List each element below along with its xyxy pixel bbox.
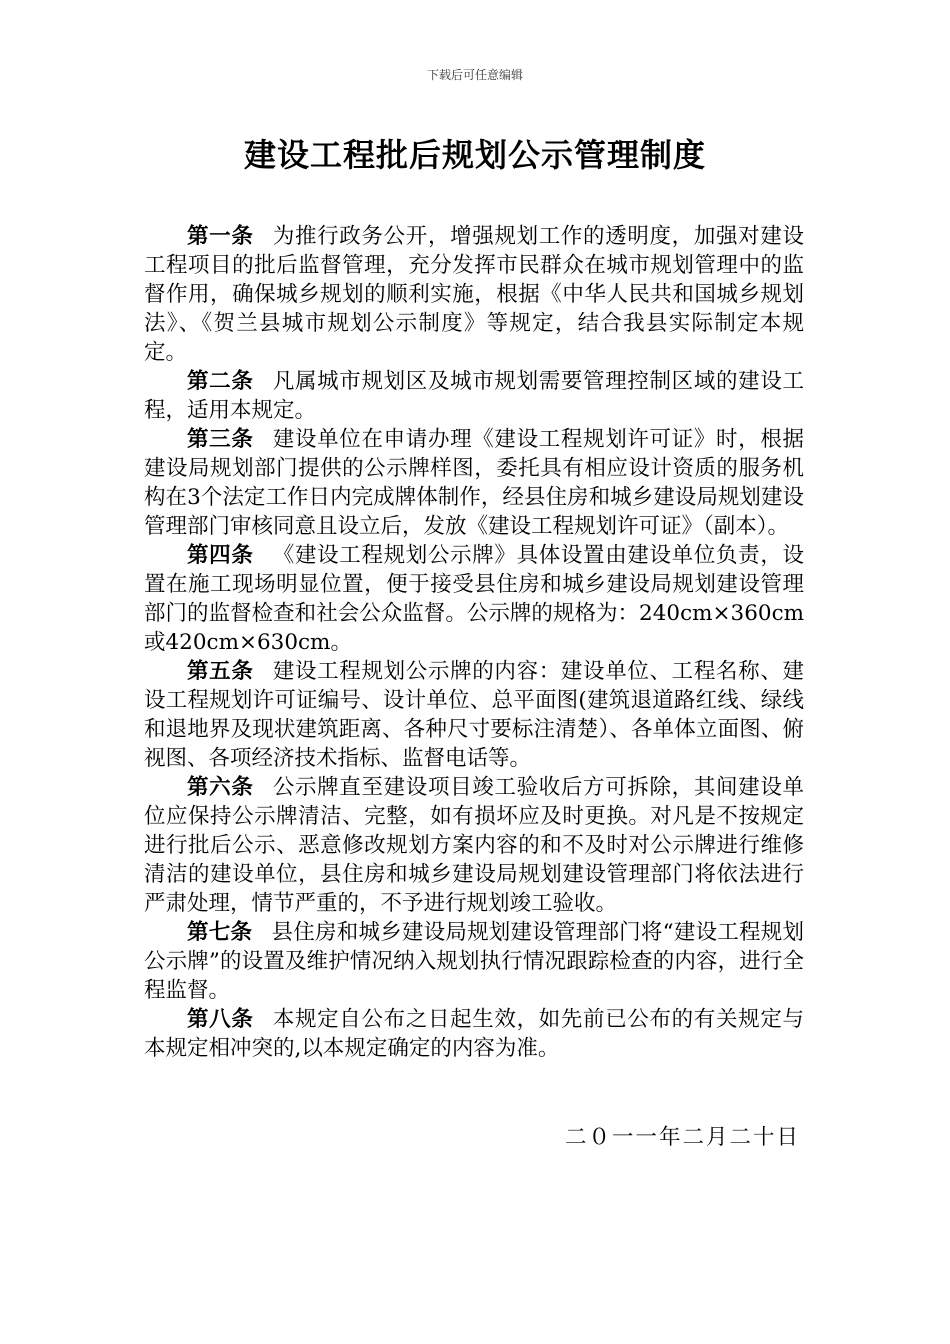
article-number: 第六条 (187, 775, 254, 800)
article-4 (144, 541, 804, 657)
article-text: 建设单位在申请办理《建设工程规划许可证》时，根据建设局规划部门提供的公示牌样图，委托具有相应设计资质的服务机构在3个法定工作日内完成牌体制作，经县住房和城乡建设局规划建设管理部门审核同意且设立后，发放《建设工程规划许可证》（副本）。 (144, 427, 804, 539)
document-title: 建设工程批后规划公示管理制度 (243, 136, 706, 174)
article-number: 第二条 (187, 369, 254, 394)
article-text: 为推行政务公开，增强规划工作的透明度，加强对建设工程项目的批后监督管理，充分发挥市民群众在城市规划管理中的监督作用，确保城乡规划的顺利实施，根据《中华人民共和国城乡规划法》、《贺兰县城市规划公示制度》等规定，结合我县实际制定本规定。 (144, 224, 804, 365)
article-text: 本规定自公布之日起生效，如先前已公布的有关规定与本规定相冲突的,以本规定确定的内容为准。 (144, 1007, 804, 1061)
article-text: 建设工程规划公示牌的内容：建设单位、工程名称、建设工程规划许可证编号、设计单位、总平面图(建筑退道路红线、绿线和退地界及现状建筑距离、各种尺寸要标注清楚）、各单体立面图、俯视图、各项经济技术指标、监督电话等。 (144, 659, 804, 771)
article-number: 第八条 (187, 1007, 254, 1032)
article-1 (144, 222, 804, 367)
article-text: 《建设工程规划公示牌》具体设置由建设单位负责，设置在施工现场明显位置，便于接受县住房和城乡建设局规划建设管理部门的监督检查和社会公众监督。公示牌的规格为：240cm×360cm或420cm×630cm。 (144, 543, 804, 655)
article-text: 县住房和城乡建设局规划建设管理部门将“建设工程规划公示牌”的设置及维护情况纳入规划执行情况跟踪检查的内容，进行全程监督。 (144, 920, 804, 1003)
article-text: 公示牌直至建设项目竣工验收后方可拆除，其间建设单位应保持公示牌清洁、完整，如有损坏应及时更换。对凡是不按规定进行批后公示、恶意修改规划方案内容的和不及时对公示牌进行维修清洁的建设单位，县住房和城乡建设局规划建设管理部门将依法进行严肃处理，情节严重的，不予进行规划竣工验收。 (144, 775, 804, 916)
article-8 (144, 1005, 804, 1063)
article-3 (144, 425, 804, 541)
article-6 (144, 773, 804, 918)
article-number: 第四条 (187, 543, 254, 568)
article-2 (144, 367, 804, 425)
article-7 (144, 918, 804, 1005)
document-body (144, 222, 804, 1063)
article-5 (144, 657, 804, 773)
header-note: 下载后可任意编辑 (426, 68, 523, 82)
signature-date: 二０一一年二月二十日 (564, 1125, 800, 1150)
article-number: 第一条 (187, 224, 254, 249)
article-number: 第五条 (187, 659, 254, 684)
article-number: 第七条 (187, 920, 253, 945)
article-number: 第三条 (187, 427, 254, 452)
article-text: 凡属城市规划区及城市规划需要管理控制区域的建设工程，适用本规定。 (144, 369, 804, 423)
